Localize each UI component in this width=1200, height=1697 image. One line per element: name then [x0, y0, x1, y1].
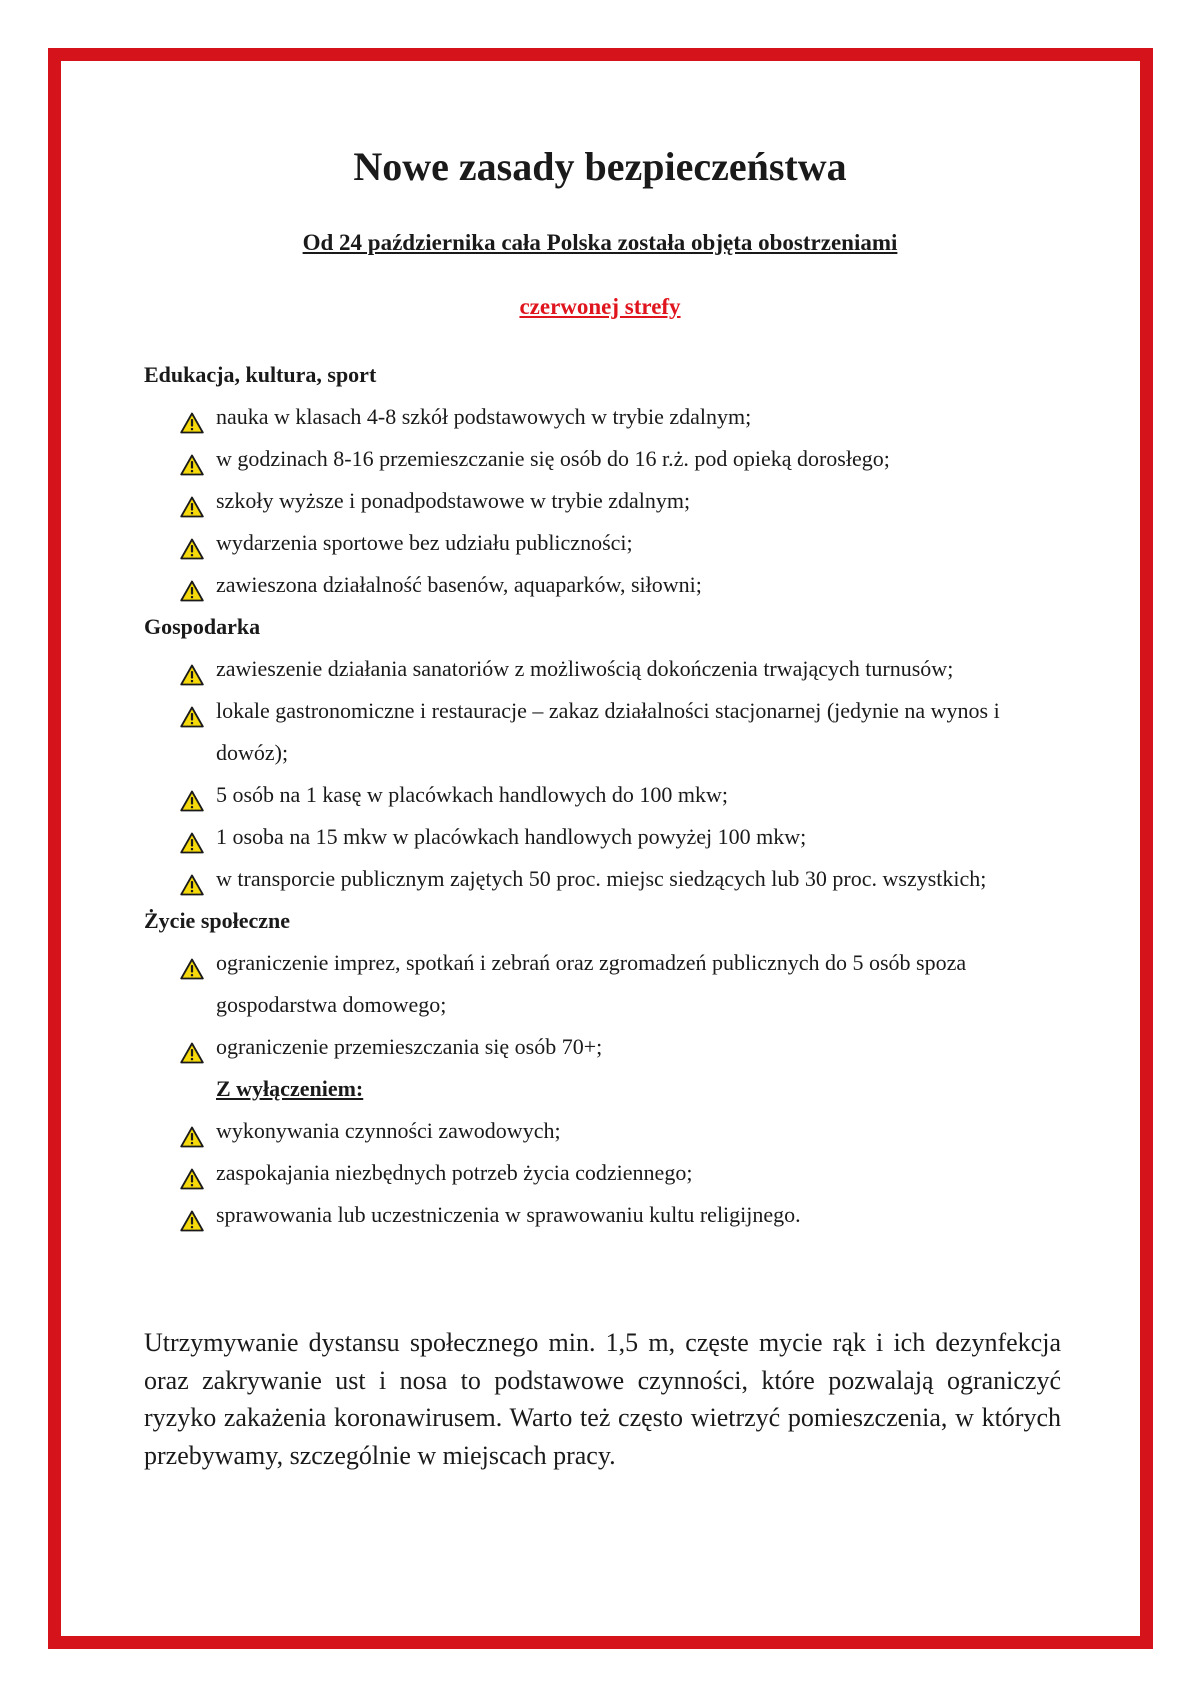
section-heading-social-life: Życie społeczne — [144, 908, 291, 933]
list-item: ograniczenie imprez, spotkań i zebrań oraz zgromadzeń publicznych do 5 osób spoza gospodarstwa domowego; — [144, 942, 1064, 1026]
list-item: w transporcie publicznym zajętych 50 proc. miejsc siedzących lub 30 proc. wszystkich; — [144, 858, 1064, 900]
warning-triangle-icon — [180, 532, 204, 554]
warning-triangle-icon — [180, 658, 204, 680]
warning-triangle-icon — [180, 448, 204, 470]
footer-paragraph: Utrzymywanie dystansu społecznego min. 1,5 m, częste mycie rąk i ich dezynfekcja oraz zakrywanie ust i nosa to podstawowe czynności, które pozwalają ograniczyć ryzyko zakażenia koronawirusem. Warto też często wietrzyć pomieszczenia, w których przebywamy, szczególnie w miejscach pracy. — [144, 1328, 1061, 1470]
warning-triangle-icon — [180, 868, 204, 890]
list-item: szkoły wyższe i ponadpodstawowe w trybie zdalnym; — [144, 480, 1064, 522]
warning-triangle-icon — [180, 406, 204, 428]
list-item: 5 osób na 1 kasę w placówkach handlowych do 100 mkw; — [144, 774, 1064, 816]
warning-triangle-icon — [180, 826, 204, 848]
warning-triangle-icon — [180, 574, 204, 596]
section-heading-education: Edukacja, kultura, sport — [144, 362, 377, 387]
list-item: w godzinach 8-16 przemieszczanie się osób do 16 r.ż. pod opieką dorosłego; — [144, 438, 1064, 480]
warning-triangle-icon — [180, 1120, 204, 1142]
subtitle-red-zone: czerwonej strefy — [519, 294, 681, 319]
list-item: zawieszenie działania sanatoriów z możliwością dokończenia trwających turnusów; — [144, 648, 1064, 690]
list-item: zaspokajania niezbędnych potrzeb życia codziennego; — [144, 1152, 1064, 1194]
list-item: wykonywania czynności zawodowych; — [144, 1110, 1064, 1152]
list-item: zawieszona działalność basenów, aquaparków, siłowni; — [144, 564, 1064, 606]
warning-triangle-icon — [180, 1036, 204, 1058]
list-item: ograniczenie przemieszczania się osób 70+; — [144, 1026, 1064, 1068]
subtitle: Od 24 października cała Polska została objęta obostrzeniami — [302, 230, 898, 255]
list-item: lokale gastronomiczne i restauracje – zakaz działalności stacjonarnej (jedynie na wynos i dowóz); — [144, 690, 1064, 774]
exclusion-label: Z wyłączeniem: — [216, 1076, 364, 1101]
page-title: Nowe zasady bezpieczeństwa — [353, 144, 847, 189]
section-heading-economy: Gospodarka — [144, 614, 261, 639]
warning-triangle-icon — [180, 784, 204, 806]
list-item: wydarzenia sportowe bez udziału publiczności; — [144, 522, 1064, 564]
warning-triangle-icon — [180, 952, 204, 974]
warning-triangle-icon — [180, 490, 204, 512]
rules-content — [144, 354, 1064, 1236]
list-item: nauka w klasach 4-8 szkół podstawowych w trybie zdalnym; — [144, 396, 1064, 438]
warning-triangle-icon — [180, 1204, 204, 1226]
list-item: sprawowania lub uczestniczenia w sprawowaniu kultu religijnego. — [144, 1194, 1064, 1236]
warning-triangle-icon — [180, 700, 204, 722]
list-item: 1 osoba na 15 mkw w placówkach handlowych powyżej 100 mkw; — [144, 816, 1064, 858]
warning-triangle-icon — [180, 1162, 204, 1184]
